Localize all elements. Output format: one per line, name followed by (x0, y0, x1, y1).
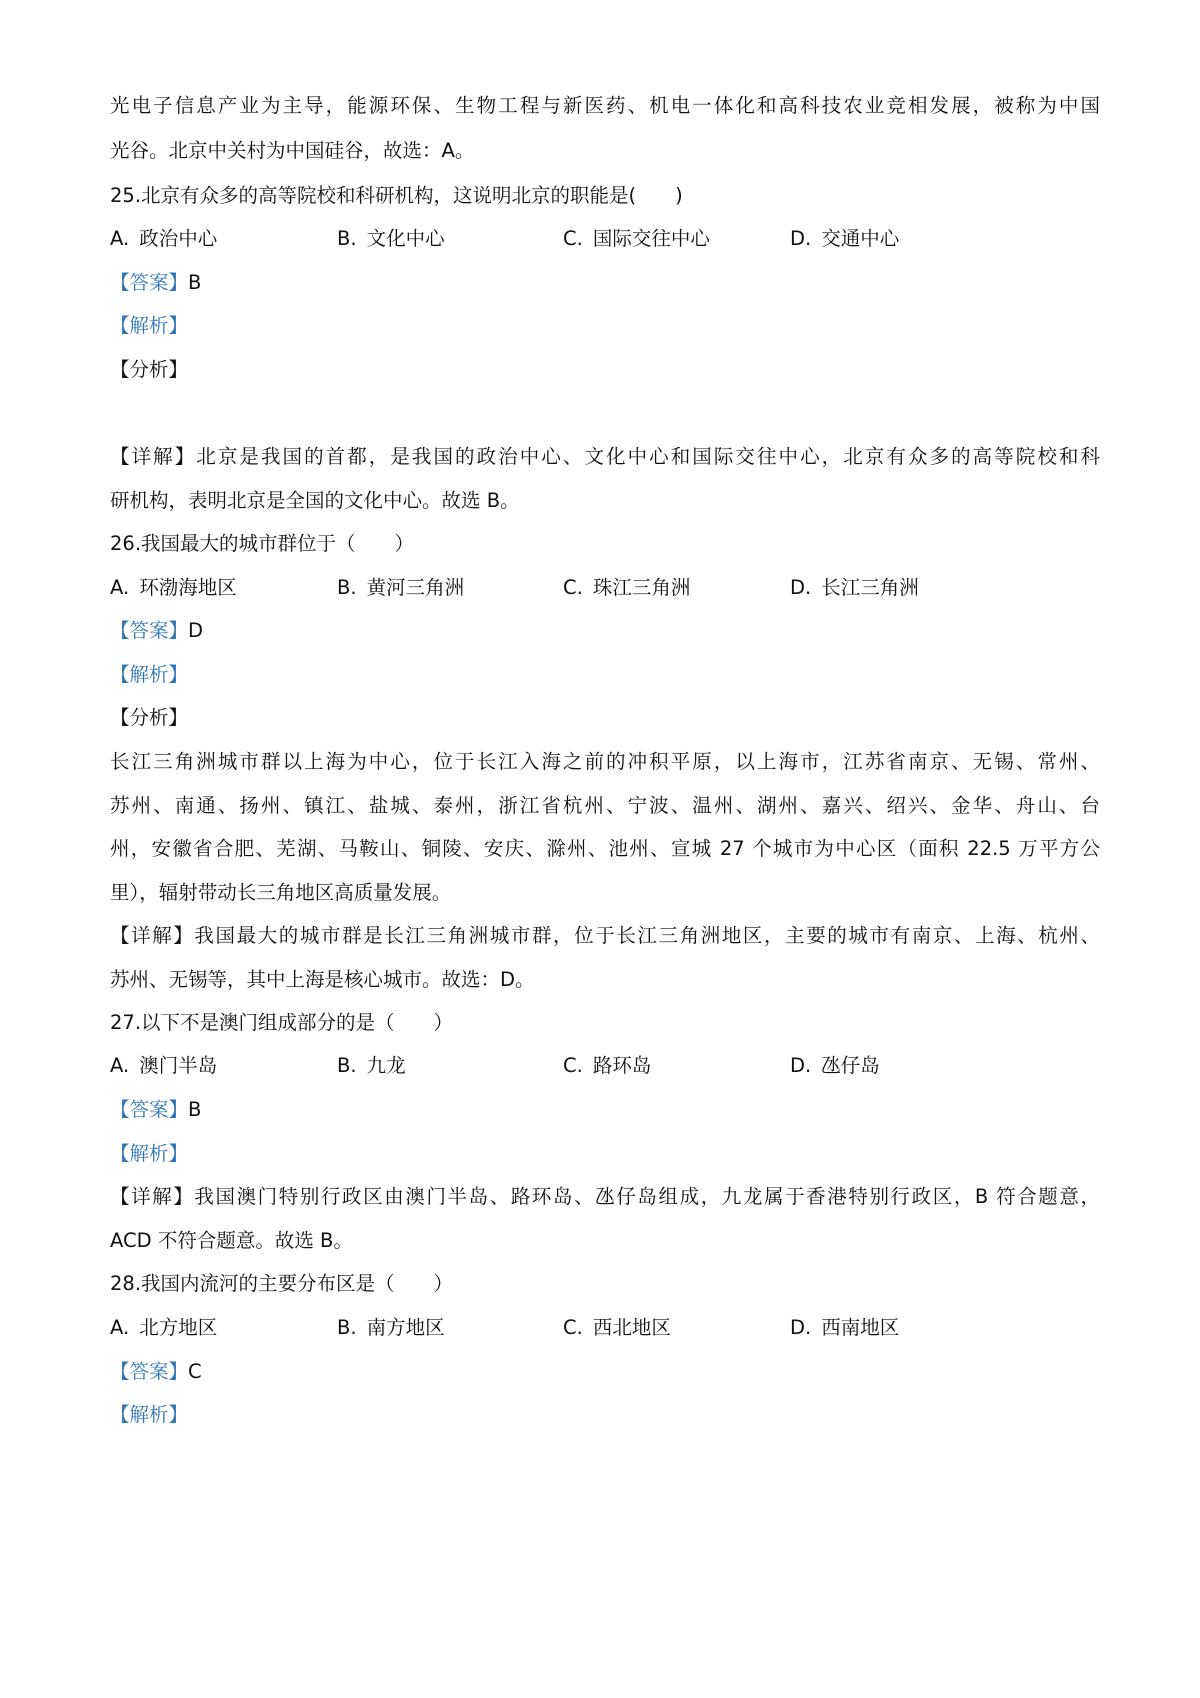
option-text: 交通中心 (821, 227, 900, 250)
option-letter: B. (337, 1316, 357, 1339)
option-text: 北方地区 (139, 1316, 218, 1339)
question-27-detail-line-2: ACD 不符合题意。故选 B。 (110, 1229, 353, 1252)
detail-label: 【详解】 (110, 1185, 195, 1208)
option-text: 文化中心 (366, 227, 445, 250)
question-28-jiexi-label: 【解析】 (110, 1403, 189, 1426)
option-c (563, 575, 690, 601)
option-text: 南方地区 (366, 1316, 445, 1339)
option-letter: D. (790, 227, 812, 250)
option-c (563, 1315, 671, 1341)
question-26-analysis-line-4: 里），辐射带动长三角地区高质量发展。 (110, 881, 452, 904)
option-b (337, 1315, 445, 1341)
option-a (110, 1053, 217, 1079)
question-26-fenxi-label: 【分析】 (110, 706, 189, 729)
question-28-answer (110, 1359, 1100, 1385)
detail-text: 北京是我国的首都，是我国的政治中心、文化中心和国际交往中心，北京有众多的高等院校和科 (196, 445, 1100, 468)
option-letter: A. (110, 1054, 130, 1077)
option-b (337, 226, 445, 252)
question-25-detail-line-1 (110, 444, 1100, 470)
option-letter: C. (563, 1316, 583, 1339)
question-26-analysis-line-3: 州，安徽省合肥、芜湖、马鞍山、铜陵、安庆、滁州、池州、宣城 27 个城市为中心区（面积 22.5 万平方公 (110, 837, 1100, 860)
question-26-detail-line-2: 苏州、无锡等，其中上海是核心城市。故选：D。 (110, 968, 535, 991)
answer-value: D (188, 619, 204, 642)
detail-label: 【详解】 (110, 924, 195, 947)
answer-label: 【答案】 (110, 1098, 189, 1121)
option-letter: C. (563, 227, 583, 250)
option-text: 国际交往中心 (592, 227, 710, 250)
option-letter: A. (110, 576, 130, 599)
question-28-stem: 28.我国内流河的主要分布区是（ ） (110, 1272, 454, 1295)
question-26-detail-line-1 (110, 923, 1100, 949)
option-letter: C. (563, 576, 583, 599)
answer-value: C (188, 1360, 202, 1383)
option-d (790, 226, 899, 252)
answer-label: 【答案】 (110, 271, 189, 294)
option-text: 长江三角洲 (821, 576, 919, 599)
option-b (337, 1053, 406, 1079)
option-text: 九龙 (366, 1054, 406, 1077)
option-letter: A. (110, 227, 130, 250)
option-text: 氹仔岛 (821, 1054, 880, 1077)
option-letter: C. (563, 1054, 583, 1077)
detail-text: 我国澳门特别行政区由澳门半岛、路环岛、氹仔岛组成，九龙属于香港特别行政区，B 符合题意， (194, 1185, 1100, 1208)
question-25-fenxi-label: 【分析】 (110, 358, 189, 381)
option-a (110, 226, 217, 252)
option-text: 黄河三角洲 (366, 576, 465, 599)
question-25-answer (110, 270, 1100, 296)
question-26-jiexi-label: 【解析】 (110, 663, 189, 686)
option-text: 路环岛 (592, 1054, 652, 1077)
detail-label: 【详解】 (110, 445, 197, 468)
question-25-detail-line-2: 研机构，表明北京是全国的文化中心。故选 B。 (110, 489, 520, 512)
option-c (563, 226, 710, 252)
question-27-jiexi-label: 【解析】 (110, 1142, 189, 1165)
option-c (563, 1053, 651, 1079)
option-a (110, 1315, 217, 1341)
question-27-stem: 27.以下不是澳门组成部分的是（ ） (110, 1011, 454, 1034)
option-text: 西南地区 (821, 1316, 900, 1339)
question-28-options (110, 1315, 1100, 1341)
question-25-options (110, 226, 1100, 252)
question-26-analysis-line-1: 长江三角洲城市群以上海为中心，位于长江入海之前的冲积平原，以上海市，江苏省南京、无锡、常州、 (110, 750, 1100, 773)
option-text: 珠江三角洲 (592, 576, 691, 599)
answer-value: B (188, 1098, 202, 1121)
detail-text: 我国最大的城市群是长江三角洲城市群，位于长江三角洲地区，主要的城市有南京、上海、杭州、 (194, 924, 1100, 947)
option-letter: B. (337, 1054, 357, 1077)
question-26-answer (110, 618, 1100, 644)
option-letter: B. (337, 227, 357, 250)
option-text: 澳门半岛 (139, 1054, 218, 1077)
option-a (110, 575, 237, 601)
question-27-options (110, 1053, 1100, 1079)
question-27-detail-line-1 (110, 1184, 1100, 1210)
question-26-analysis-line-2: 苏州、南通、扬州、镇江、盐城、泰州，浙江省杭州、宁波、温州、湖州、嘉兴、绍兴、金华、舟山、台 (110, 794, 1100, 817)
option-text: 西北地区 (592, 1316, 671, 1339)
question-25-jiexi-label: 【解析】 (110, 314, 189, 337)
option-letter: B. (337, 576, 357, 599)
option-b (337, 575, 464, 601)
question-26-stem: 26.我国最大的城市群位于（ ） (110, 532, 415, 555)
option-d (790, 1053, 880, 1079)
option-letter: D. (790, 1316, 812, 1339)
question-27-answer (110, 1097, 1100, 1123)
intro-line-2: 光谷。北京中关村为中国硅谷，故选：A。 (110, 139, 475, 162)
answer-label: 【答案】 (110, 1360, 189, 1383)
question-26-options (110, 575, 1100, 601)
option-letter: A. (110, 1316, 130, 1339)
intro-line-1: 光电子信息产业为主导，能源环保、生物工程与新医药、机电一体化和高科技农业竞相发展，被称为中国 (110, 94, 1100, 117)
option-text: 环渤海地区 (139, 576, 237, 599)
option-d (790, 1315, 899, 1341)
option-letter: D. (790, 576, 812, 599)
option-text: 政治中心 (139, 227, 218, 250)
question-25-stem: 25.北京有众多的高等院校和科研机构，这说明北京的职能是( ) (110, 184, 683, 207)
option-letter: D. (790, 1054, 812, 1077)
answer-value: B (188, 271, 202, 294)
answer-label: 【答案】 (110, 619, 189, 642)
option-d (790, 575, 919, 601)
